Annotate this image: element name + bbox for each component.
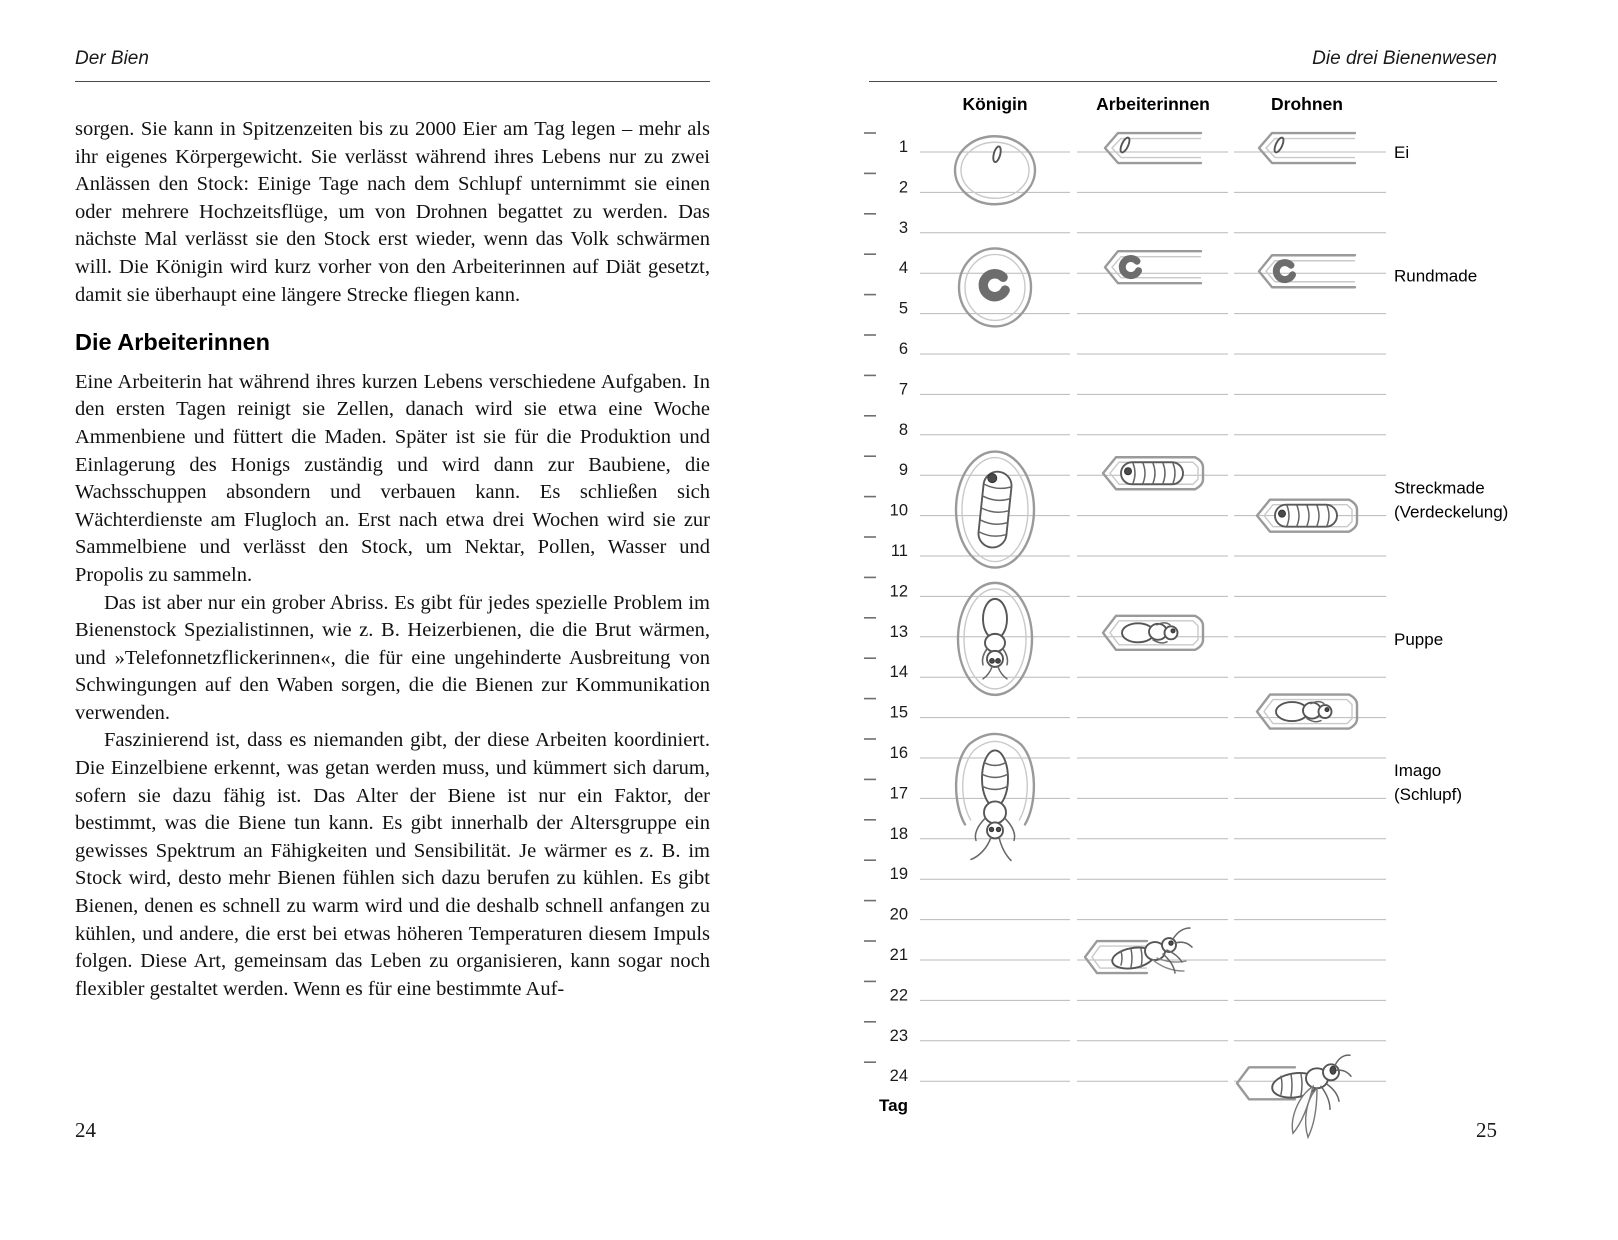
- day-number: 5: [898, 299, 908, 318]
- day-number: 7: [898, 380, 908, 399]
- stage-label: Rundmade: [1394, 266, 1478, 286]
- day-number: 16: [889, 744, 908, 762]
- right-running-header: [869, 48, 1497, 82]
- page-number-left: 24: [75, 1118, 96, 1142]
- paragraph: Eine Arbeiterin hat während ihres kurzen Lebens verschiedene Aufgaben. In den ersten Tagen reinigt sie Zellen, danach wird sie etwa eine Woche Ammenbiene und füttert die Maden. Später ist sie für die Produktion und Einlagerung des Honigs zuständig und wird dann zur Baubiene, die Wachsschuppen absondern und verbauen kann. Es schließen sich Wächterdienste am Flugloch an. Erst nach etwa drei Wochen wird sie zur Sammelbiene und verlässt den Stock, um Nektar, Pollen, Wasser und Propolis zu sammeln.: [75, 370, 710, 586]
- day-number: 13: [889, 622, 908, 641]
- day-number: 8: [898, 420, 908, 439]
- day-number: 9: [898, 461, 908, 480]
- day-number: 14: [889, 663, 908, 682]
- drohn-rundmade-illustration: [1259, 255, 1355, 287]
- paragraph: Das ist aber nur ein grober Abriss. Es gibt für jedes spezielle Problem im Bienenstock Spezialistinnen, wie z. B. Heizerbienen, die die Brut wärmen, und »Telefonnetzflickerinnen«, die für eine ungehinderte Ausbreitung von Schwingungen auf den Waben sorgen, die die Bienen zur Kommunikation verwenden.: [75, 591, 710, 724]
- column-header: Arbeiterinnen: [1096, 94, 1210, 114]
- day-number: 15: [889, 703, 908, 722]
- stage-label: (Verdeckelung): [1394, 502, 1509, 522]
- page-number-right: 25: [1476, 1118, 1497, 1142]
- stage-label: Ei: [1394, 143, 1410, 163]
- development-diagram: [864, 88, 1564, 1148]
- day-number: 24: [889, 1067, 908, 1086]
- day-number: 3: [898, 218, 908, 237]
- page-right: [809, 0, 1618, 1240]
- column-header: Drohnen: [1271, 94, 1343, 114]
- stage-label: (Schlupf): [1394, 785, 1463, 805]
- right-running-header-text: Die drei Bienenwesen: [1312, 48, 1497, 69]
- paragraph: Faszinierend ist, dass es niemanden gibt, der diese Arbeiten koordiniert. Die Einzelbiene erkennt, was getan werden muss, und kümmert sich darum, sofern sie dazu fähig ist. Das Alter der Biene ist nur ein Faktor, der bestimmt, was die Biene tun kann. Es gibt innerhalb der Altersgruppe ein gewisses Spektrum an Fähigkeiten und Sensibilität. Je wärmer es z. B. im Stock wird, desto mehr Bienen fühlen sich dazu berufen zu kühlen. Es gibt Bienen, denen es schnell zu warm wird und die deshalb schnell anfangen zu kühlen, und andere, die erst bei etwas höheren Temperaturen diesem Impuls folgen. Diese Art, gemeinsam das Leben zu organisieren, kann sogar noch flexibler gestaltet werden. Wenn es für eine bestimmte Auf-: [75, 729, 710, 1000]
- arbeiterin-rundmade-illustration: [1105, 251, 1201, 283]
- stage-label: Puppe: [1394, 629, 1444, 649]
- day-number: 2: [898, 178, 908, 197]
- day-number: 21: [889, 946, 908, 964]
- day-number: 4: [898, 259, 908, 278]
- day-number: 19: [889, 865, 908, 884]
- koenigin-rundmade-illustration: [959, 248, 1031, 326]
- stage-label: Streckmade: [1394, 478, 1485, 498]
- left-running-header-text: Der Bien: [75, 48, 149, 69]
- left-running-header: [75, 48, 710, 82]
- body-text-column: [75, 116, 710, 1003]
- arbeiterin-streckmade-illustration: [1103, 457, 1203, 489]
- drohn-puppe-illustration: [1257, 695, 1357, 729]
- section-heading: Die Arbeiterinnen: [75, 329, 270, 356]
- arbeiterin-ei-illustration: [1105, 133, 1201, 163]
- koenigin-imago-illustration: [956, 734, 1034, 861]
- column-header: Königin: [962, 94, 1028, 114]
- day-number: 20: [889, 905, 908, 924]
- koenigin-puppe-illustration: [958, 583, 1032, 695]
- day-number: 12: [889, 582, 908, 601]
- day-number: 1: [898, 138, 908, 156]
- arbeiterin-imago-illustration: [1085, 928, 1192, 973]
- drohn-imago-illustration: [1237, 1055, 1351, 1137]
- day-number: 22: [889, 986, 908, 1005]
- koenigin-streckmade-illustration: [956, 452, 1034, 568]
- stage-label: Imago: [1394, 761, 1442, 781]
- day-number: 17: [889, 784, 908, 803]
- day-number: 23: [889, 1026, 908, 1045]
- day-number: 6: [898, 340, 908, 358]
- day-number: 18: [889, 824, 908, 843]
- drohn-ei-illustration: [1259, 133, 1355, 163]
- day-axis-label: Tag: [879, 1096, 908, 1116]
- arbeiterin-puppe-illustration: [1103, 616, 1203, 650]
- koenigin-ei-illustration: [955, 136, 1035, 204]
- paragraph: sorgen. Sie kann in Spitzenzeiten bis zu 2000 Eier am Tag legen – mehr als ihr eigenes Körpergewicht. Sie verlässt während ihres Lebens nur zu zwei Anlässen den Stock: Einige Tage nach dem Schlupf unternimmt sie einen oder mehrere Hochzeitsflüge, um von Drohnen begattet zu werden. Das nächste Mal verlässt sie den Stock erst wieder, wenn das Volk schwärmen will. Die Königin wird kurz vorher von den Arbeiterinnen auf Diät gesetzt, damit sie überhaupt eine längere Strecke fliegen kann.: [75, 118, 710, 306]
- day-number: 11: [890, 542, 908, 560]
- day-number: 10: [889, 501, 908, 520]
